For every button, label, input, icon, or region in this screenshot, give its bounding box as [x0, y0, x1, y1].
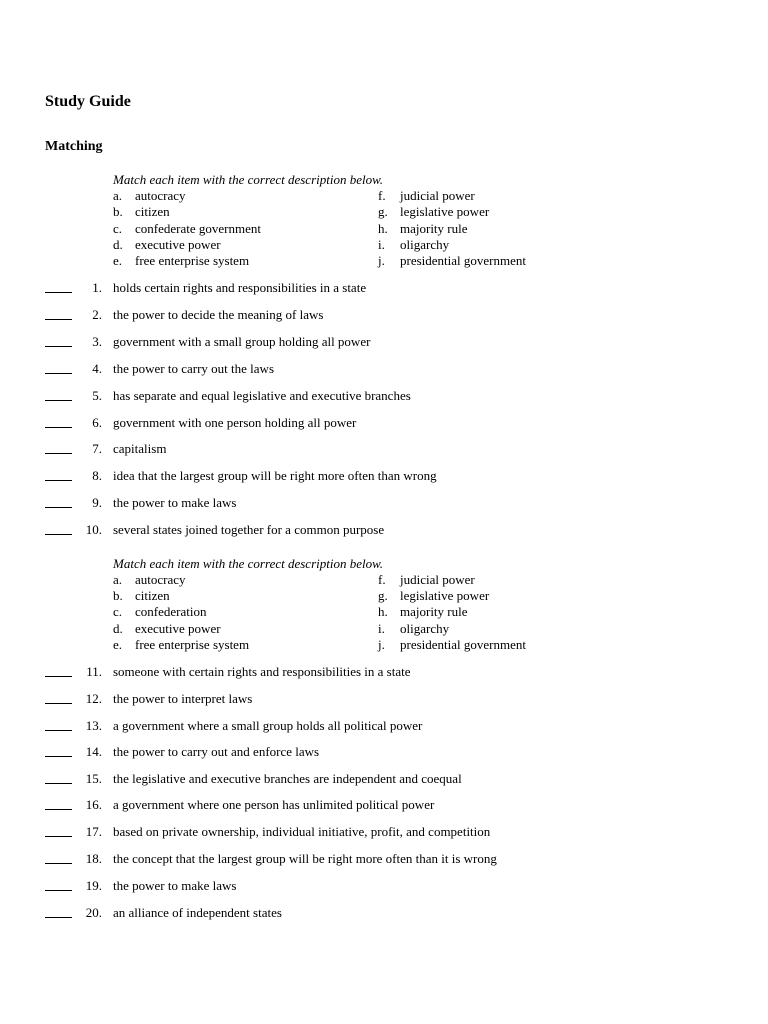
question-row [0, 468, 768, 488]
question-text: idea that the largest group will be right more often than wrong [113, 468, 437, 483]
choice-d: d. executive power [113, 237, 221, 252]
choice-e: e. free enterprise system [113, 637, 250, 652]
answer-blank[interactable] [45, 400, 72, 401]
question-number: 17. [85, 824, 102, 839]
question-text: the power to carry out the laws [113, 361, 275, 376]
question-number: 13. [85, 718, 102, 733]
question-text: the concept that the largest group will be right more often than it is wrong [113, 851, 497, 866]
question-row [0, 718, 768, 738]
answer-blank[interactable] [45, 319, 72, 320]
choice-f: f. judicial power [378, 572, 475, 587]
question-row [0, 441, 768, 461]
question-row [0, 415, 768, 435]
question-text: someone with certain rights and responsibilities in a state [113, 664, 411, 679]
answer-blank[interactable] [45, 507, 72, 508]
question-text: several states joined together for a common purpose [113, 522, 385, 537]
answer-blank[interactable] [45, 346, 72, 347]
question-row [0, 771, 768, 791]
choice-e: e. free enterprise system [113, 253, 250, 268]
document-title: Study Guide [45, 93, 131, 110]
question-number: 1. [92, 280, 102, 295]
question-number: 11. [86, 664, 102, 679]
answer-blank[interactable] [45, 917, 72, 918]
group-instruction: Match each item with the correct description below. [113, 556, 384, 571]
choice-a: a. autocracy [113, 188, 186, 203]
choice-b: b. citizen [113, 588, 170, 603]
answer-blank[interactable] [45, 730, 72, 731]
choice-f: f. judicial power [378, 188, 475, 203]
question-number: 8. [92, 468, 102, 483]
question-number: 16. [85, 797, 102, 812]
answer-blank[interactable] [45, 783, 72, 784]
choice-b: b. citizen [113, 204, 170, 219]
question-text: government with a small group holding all power [113, 334, 371, 349]
section-heading: Matching [45, 139, 103, 154]
choice-c: c. confederate government [113, 221, 261, 236]
question-number: 15. [85, 771, 102, 786]
answer-blank[interactable] [45, 703, 72, 704]
choice-h: h. majority rule [378, 221, 468, 236]
question-number: 2. [92, 307, 102, 322]
question-text: capitalism [113, 441, 167, 456]
answer-blank[interactable] [45, 863, 72, 864]
question-number: 14. [85, 744, 102, 759]
question-row [0, 280, 768, 300]
question-number: 18. [85, 851, 102, 866]
question-text: based on private ownership, individual initiative, profit, and competition [113, 824, 491, 839]
question-number: 9. [92, 495, 102, 510]
question-row [0, 878, 768, 898]
choice-h: h. majority rule [378, 604, 468, 619]
question-row [0, 334, 768, 354]
question-row [0, 361, 768, 381]
choice-j: j. presidential government [378, 253, 526, 268]
answer-blank[interactable] [45, 534, 72, 535]
question-text: holds certain rights and responsibilities in a state [113, 280, 367, 295]
choice-j: j. presidential government [378, 637, 526, 652]
question-row [0, 388, 768, 408]
question-row [0, 851, 768, 871]
choice-d: d. executive power [113, 621, 221, 636]
answer-blank[interactable] [45, 480, 72, 481]
question-row [0, 664, 768, 684]
question-text: the power to make laws [113, 495, 237, 510]
question-text: the power to interpret laws [113, 691, 253, 706]
question-number: 19. [85, 878, 102, 893]
answer-blank[interactable] [45, 373, 72, 374]
answer-blank[interactable] [45, 676, 72, 677]
answer-blank[interactable] [45, 427, 72, 428]
question-text: a government where a small group holds all political power [113, 718, 423, 733]
question-number: 3. [92, 334, 102, 349]
answer-blank[interactable] [45, 756, 72, 757]
group-instruction: Match each item with the correct description below. [113, 172, 384, 187]
question-text: an alliance of independent states [113, 905, 282, 920]
question-number: 6. [92, 415, 102, 430]
question-row [0, 797, 768, 817]
question-row [0, 495, 768, 515]
question-text: the power to make laws [113, 878, 237, 893]
choice-i: i. oligarchy [378, 621, 450, 636]
question-number: 12. [85, 691, 102, 706]
question-number: 4. [92, 361, 102, 376]
answer-blank[interactable] [45, 890, 72, 891]
question-text: a government where one person has unlimited political power [113, 797, 435, 812]
question-row [0, 905, 768, 925]
question-text: has separate and equal legislative and executive branches [113, 388, 411, 403]
question-text: government with one person holding all power [113, 415, 357, 430]
question-row [0, 824, 768, 844]
question-text: the legislative and executive branches are independent and coequal [113, 771, 462, 786]
answer-blank[interactable] [45, 809, 72, 810]
choice-a: a. autocracy [113, 572, 186, 587]
question-row [0, 691, 768, 711]
question-row [0, 522, 768, 542]
question-text: the power to carry out and enforce laws [113, 744, 320, 759]
answer-blank[interactable] [45, 836, 72, 837]
question-row [0, 307, 768, 327]
choice-g: g. legislative power [378, 588, 490, 603]
choice-g: g. legislative power [378, 204, 490, 219]
question-row [0, 744, 768, 764]
question-number: 7. [92, 441, 102, 456]
question-text: the power to decide the meaning of laws [113, 307, 324, 322]
answer-blank[interactable] [45, 292, 72, 293]
choice-c: c. confederation [113, 604, 207, 619]
answer-blank[interactable] [45, 453, 72, 454]
choice-i: i. oligarchy [378, 237, 450, 252]
question-number: 20. [85, 905, 102, 920]
question-number: 10. [85, 522, 102, 537]
question-number: 5. [92, 388, 102, 403]
